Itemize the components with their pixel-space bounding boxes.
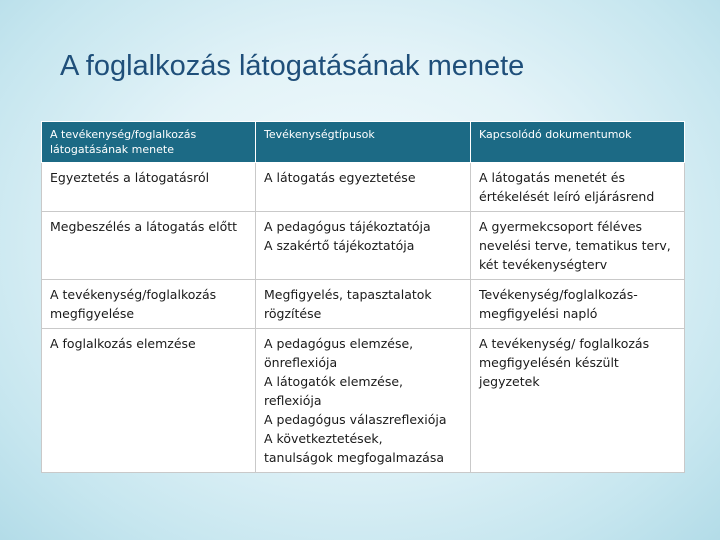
table-row — [42, 163, 685, 212]
table-cell: A tevékenység/ foglalkozás megfigyelésén készült jegyzetek — [471, 329, 685, 473]
header-cell-process: A tevékenység/foglalkozás látogatásának menete — [42, 122, 256, 163]
table-cell: A pedagógus tájékoztatója A szakértő tájékoztatója — [256, 212, 471, 280]
table-header-row — [42, 122, 685, 163]
table-cell: A látogatás egyeztetése — [256, 163, 471, 212]
header-cell-documents: Kapcsolódó dokumentumok — [471, 122, 685, 163]
process-table — [41, 121, 685, 473]
table-cell: A foglalkozás elemzése — [42, 329, 256, 473]
table-cell: Tevékenység/foglalkozás- megfigyelési napló — [471, 280, 685, 329]
table-cell: Megbeszélés a látogatás előtt — [42, 212, 256, 280]
table-cell: Megfigyelés, tapasztalatok rögzítése — [256, 280, 471, 329]
table-cell: A gyermekcsoport féléves nevelési terve, tematikus terv, két tevékenységterv — [471, 212, 685, 280]
table-cell: A látogatás menetét és értékelését leíró eljárásrend — [471, 163, 685, 212]
table-row — [42, 212, 685, 280]
slide-title: A foglalkozás látogatásának menete — [60, 50, 525, 82]
table-cell: Egyeztetés a látogatásról — [42, 163, 256, 212]
table-cell: A tevékenység/foglalkozás megfigyelése — [42, 280, 256, 329]
table-cell: A pedagógus elemzése, önreflexiója A látogatók elemzése, reflexiója A pedagógus válaszreflexiója A következtetések, tanulságok megfogalmazása — [256, 329, 471, 473]
header-cell-activity-types: Tevékenységtípusok — [256, 122, 471, 163]
table-row — [42, 280, 685, 329]
table-row — [42, 329, 685, 473]
